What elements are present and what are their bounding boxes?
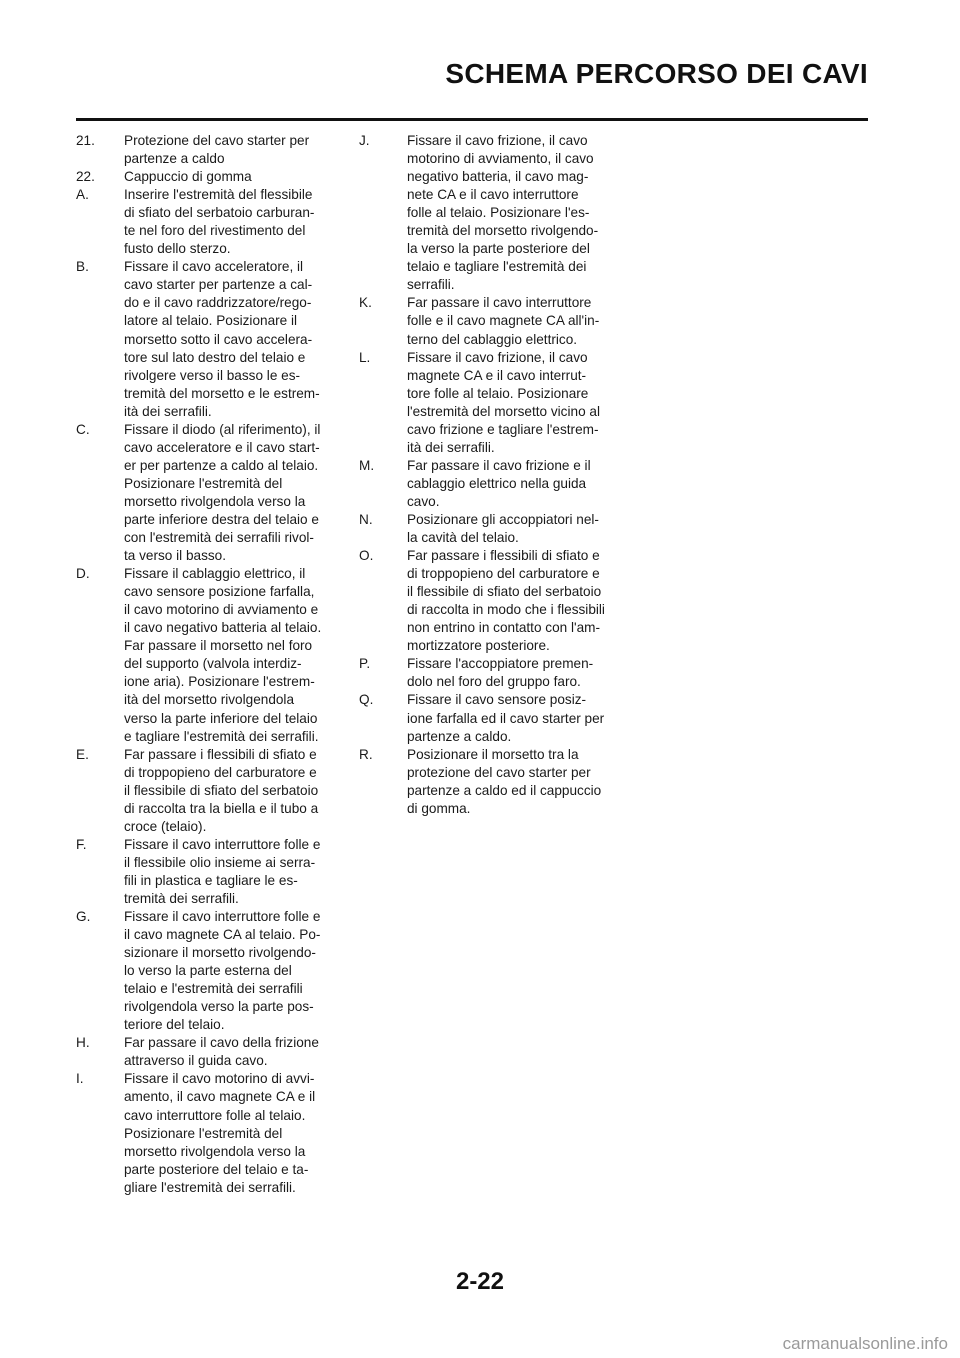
- item-text-line: con l'estremità dei serrafili rivol-: [124, 530, 314, 546]
- list-item: [76, 168, 338, 186]
- item-text-line: Fissare il cavo sensore posiz-: [407, 692, 587, 708]
- item-text-line: di raccolta tra la biella e il tubo a: [124, 800, 319, 816]
- list-item: [76, 746, 338, 836]
- list-item: [76, 1034, 338, 1070]
- item-text-line: mortizzatore posteriore.: [407, 638, 550, 654]
- item-text: [407, 457, 607, 511]
- page-number: 2-22: [455, 1268, 505, 1295]
- item-text-line: Fissare il cavo frizione, il cavo: [407, 349, 588, 365]
- item-text-line: croce (telaio).: [124, 818, 207, 834]
- item-text-line: cavo starter per partenze a cal-: [124, 277, 313, 293]
- item-text: [124, 132, 338, 168]
- item-text: [124, 1070, 338, 1196]
- item-text-line: Posizionare il morsetto tra la: [407, 746, 579, 762]
- left-column: [76, 132, 338, 1197]
- item-text-line: ità dei serrafili.: [124, 403, 212, 419]
- item-text-line: Posizionare gli accoppiatori nel-: [407, 511, 599, 527]
- item-text-line: amento, il cavo magnete CA e il: [124, 1089, 316, 1105]
- item-text-line: terno del cablaggio elettrico.: [407, 331, 578, 347]
- item-text: [407, 547, 607, 655]
- item-text-line: morsetto sotto il cavo accelera-: [124, 331, 313, 347]
- item-text-line: attraverso il guida cavo.: [124, 1053, 268, 1069]
- item-text: [124, 421, 338, 565]
- item-text-line: Protezione del cavo starter per: [124, 133, 310, 148]
- item-label: D.: [76, 566, 90, 582]
- item-text-line: parte posteriore del telaio e ta-: [124, 1161, 309, 1177]
- item-text-line: te nel foro del rivestimento del: [124, 223, 306, 239]
- list-item: [359, 132, 607, 294]
- item-text-line: nete CA e il cavo interruttore: [407, 187, 579, 203]
- item-text-line: il flessibile di sfiato del serbatoio: [407, 584, 602, 600]
- item-text-line: folle e il cavo magnete CA all'in-: [407, 313, 600, 329]
- item-text-line: partenze a caldo ed il cappuccio: [407, 782, 602, 798]
- item-text-line: serrafili.: [407, 277, 455, 293]
- item-text: [124, 746, 338, 836]
- item-text-line: tremità del morsetto e le estrem-: [124, 385, 320, 401]
- item-text: [407, 294, 607, 348]
- item-text-line: partenze a caldo.: [407, 728, 512, 744]
- item-text-line: magnete CA e il cavo interrut-: [407, 367, 587, 383]
- list-item: [359, 547, 607, 655]
- item-text-line: la cavità del telaio.: [407, 530, 519, 546]
- item-text-line: lo verso la parte esterna del: [124, 963, 292, 979]
- item-text-line: do e il cavo raddrizzatore/rego-: [124, 295, 312, 311]
- item-text-line: cavo sensore posizione farfalla,: [124, 584, 315, 600]
- item-text-line: Fissare l'accoppiatore premen-: [407, 656, 594, 672]
- item-text: [124, 836, 338, 908]
- list-item: [76, 908, 338, 1034]
- item-text-line: Fissare il cavo frizione, il cavo: [407, 133, 588, 148]
- item-text-line: ità del morsetto rivolgendola: [124, 692, 295, 708]
- list-item: [76, 132, 338, 168]
- item-text-line: e tagliare l'estremità dei serrafili.: [124, 728, 319, 744]
- item-text-line: Fissare il cablaggio elettrico, il: [124, 566, 306, 582]
- item-text-line: tremità del morsetto rivolgendo-: [407, 223, 599, 239]
- item-text-line: cavo interruttore folle al telaio.: [124, 1107, 306, 1123]
- item-label: N.: [359, 511, 373, 527]
- item-text-line: Far passare il morsetto nel foro: [124, 638, 313, 654]
- item-text-line: Inserire l'estremità del flessibile: [124, 187, 313, 203]
- item-label: I.: [76, 1071, 84, 1087]
- item-text-line: tore sul lato destro del telaio e: [124, 349, 306, 365]
- item-label: E.: [76, 746, 89, 762]
- item-text-line: rivolgendola verso la parte pos-: [124, 999, 314, 1015]
- item-text-line: telaio e tagliare l'estremità dei: [407, 259, 587, 275]
- item-text-line: cablaggio elettrico nella guida: [407, 475, 587, 491]
- item-text-line: morsetto rivolgendola verso la: [124, 493, 306, 509]
- item-label: 21.: [76, 133, 95, 148]
- item-label: Q.: [359, 692, 374, 708]
- list-item: [76, 565, 338, 745]
- item-text-line: Far passare il cavo interruttore: [407, 295, 592, 311]
- item-text-line: negativo batteria, il cavo mag-: [407, 169, 589, 185]
- item-text-line: morsetto rivolgendola verso la: [124, 1143, 306, 1159]
- item-text: [407, 349, 607, 457]
- item-text-line: Fissare il diodo (al riferimento), il: [124, 421, 321, 437]
- item-text-line: non entrino in contatto con l'am-: [407, 620, 601, 636]
- list-item: [359, 294, 607, 348]
- item-text-line: di troppopieno del carburatore e: [407, 566, 600, 582]
- item-label: C.: [76, 421, 90, 437]
- item-text-line: Far passare i flessibili di sfiato e: [407, 548, 600, 564]
- item-text-line: ità dei serrafili.: [407, 439, 495, 455]
- item-text-line: protezione del cavo starter per: [407, 764, 591, 780]
- item-text-line: teriore del telaio.: [124, 1017, 225, 1033]
- item-text-line: parte inferiore destra del telaio e: [124, 511, 319, 527]
- item-text-line: Cappuccio di gomma: [124, 169, 252, 185]
- item-text-line: il cavo motorino di avviamento e: [124, 602, 319, 618]
- list-item: [359, 457, 607, 511]
- item-text: [124, 908, 338, 1034]
- item-text-line: sizionare il morsetto rivolgendo-: [124, 945, 316, 961]
- list-item: [359, 511, 607, 547]
- item-text-line: partenze a caldo: [124, 151, 225, 167]
- item-text: [124, 1034, 338, 1070]
- item-text-line: Far passare il cavo della frizione: [124, 1035, 319, 1051]
- item-text-line: Fissare il cavo motorino di avvi-: [124, 1071, 315, 1087]
- item-text: [407, 132, 607, 294]
- item-text-line: di raccolta in modo che i flessibili: [407, 602, 605, 618]
- list-item: [76, 836, 338, 908]
- item-text-line: cavo.: [407, 493, 440, 509]
- list-item: [359, 691, 607, 745]
- list-item: [76, 258, 338, 420]
- item-text-line: di troppopieno del carburatore e: [124, 764, 317, 780]
- item-text-line: Far passare il cavo frizione e il: [407, 457, 591, 473]
- item-text-line: Posizionare l'estremità del: [124, 1125, 283, 1141]
- item-text-line: cavo acceleratore e il cavo start-: [124, 439, 320, 455]
- item-text-line: il cavo magnete CA al telaio. Po-: [124, 927, 321, 943]
- list-item: [359, 746, 607, 818]
- list-item: [76, 186, 338, 258]
- item-text-line: Fissare il cavo interruttore folle e: [124, 909, 321, 925]
- item-text-line: di sfiato del serbatoio carburan-: [124, 205, 315, 221]
- item-text-line: verso la parte inferiore del telaio: [124, 710, 318, 726]
- item-text-line: motorino di avviamento, il cavo: [407, 151, 594, 167]
- item-text-line: rivolgere verso il basso le es-: [124, 367, 301, 383]
- item-text-line: il cavo negativo batteria al telaio.: [124, 620, 322, 636]
- item-text-line: l'estremità del morsetto vicino al: [407, 403, 600, 419]
- item-text: [407, 691, 607, 745]
- item-text: [407, 511, 607, 547]
- item-text-line: il flessibile olio insieme ai serra-: [124, 854, 316, 870]
- title-rule: [76, 118, 868, 121]
- item-text-line: ione farfalla ed il cavo starter per: [407, 710, 605, 726]
- item-text-line: cavo frizione e tagliare l'estrem-: [407, 421, 599, 437]
- item-text-line: Fissare il cavo acceleratore, il: [124, 259, 304, 275]
- item-text-line: gliare l'estremità dei serrafili.: [124, 1179, 296, 1195]
- item-text-line: tore folle al telaio. Posizionare: [407, 385, 589, 401]
- item-label: H.: [76, 1035, 90, 1051]
- list-item: [359, 655, 607, 691]
- item-label: O.: [359, 548, 374, 564]
- page-title: SCHEMA PERCORSO DEI CAVI: [445, 58, 868, 89]
- item-text-line: Far passare i flessibili di sfiato e: [124, 746, 317, 762]
- item-label: F.: [76, 836, 87, 852]
- item-text-line: ione aria). Posizionare l'estrem-: [124, 674, 315, 690]
- item-text-line: latore al telaio. Posizionare il: [124, 313, 298, 329]
- list-item: [359, 349, 607, 457]
- item-text: [124, 258, 338, 420]
- item-label: R.: [359, 746, 373, 762]
- item-text-line: fusto dello sterzo.: [124, 241, 231, 257]
- item-label: J.: [359, 133, 370, 148]
- right-column: [359, 132, 607, 818]
- item-text: [407, 655, 607, 691]
- item-label: B.: [76, 259, 89, 275]
- item-label: 22.: [76, 169, 95, 185]
- item-text-line: Fissare il cavo interruttore folle e: [124, 836, 321, 852]
- item-text-line: folle al telaio. Posizionare l'es-: [407, 205, 590, 221]
- item-text-line: la verso la parte posteriore del: [407, 241, 590, 257]
- list-item: [76, 1070, 338, 1196]
- item-text-line: telaio e l'estremità dei serrafili: [124, 981, 303, 997]
- watermark-text: carmanualsonline.info: [782, 1334, 948, 1353]
- item-label: L.: [359, 349, 371, 365]
- item-text-line: il flessibile di sfiato del serbatoio: [124, 782, 319, 798]
- item-text: [124, 565, 338, 745]
- item-text-line: fili in plastica e tagliare le es-: [124, 872, 298, 888]
- item-text-line: di gomma.: [407, 800, 471, 816]
- item-label: A.: [76, 187, 89, 203]
- item-text-line: ta verso il basso.: [124, 548, 226, 564]
- item-text-line: Posizionare l'estremità del: [124, 475, 283, 491]
- item-text-line: del supporto (valvola interdiz-: [124, 656, 302, 672]
- item-text: [124, 168, 338, 186]
- item-label: K.: [359, 295, 372, 311]
- list-item: [76, 421, 338, 565]
- item-text-line: er per partenze a caldo al telaio.: [124, 457, 319, 473]
- item-label: G.: [76, 909, 91, 925]
- item-text-line: dolo nel foro del gruppo faro.: [407, 674, 581, 690]
- item-label: P.: [359, 656, 371, 672]
- item-text: [124, 186, 338, 258]
- item-text: [407, 746, 607, 818]
- item-label: M.: [359, 457, 375, 473]
- item-text-line: tremità dei serrafili.: [124, 890, 239, 906]
